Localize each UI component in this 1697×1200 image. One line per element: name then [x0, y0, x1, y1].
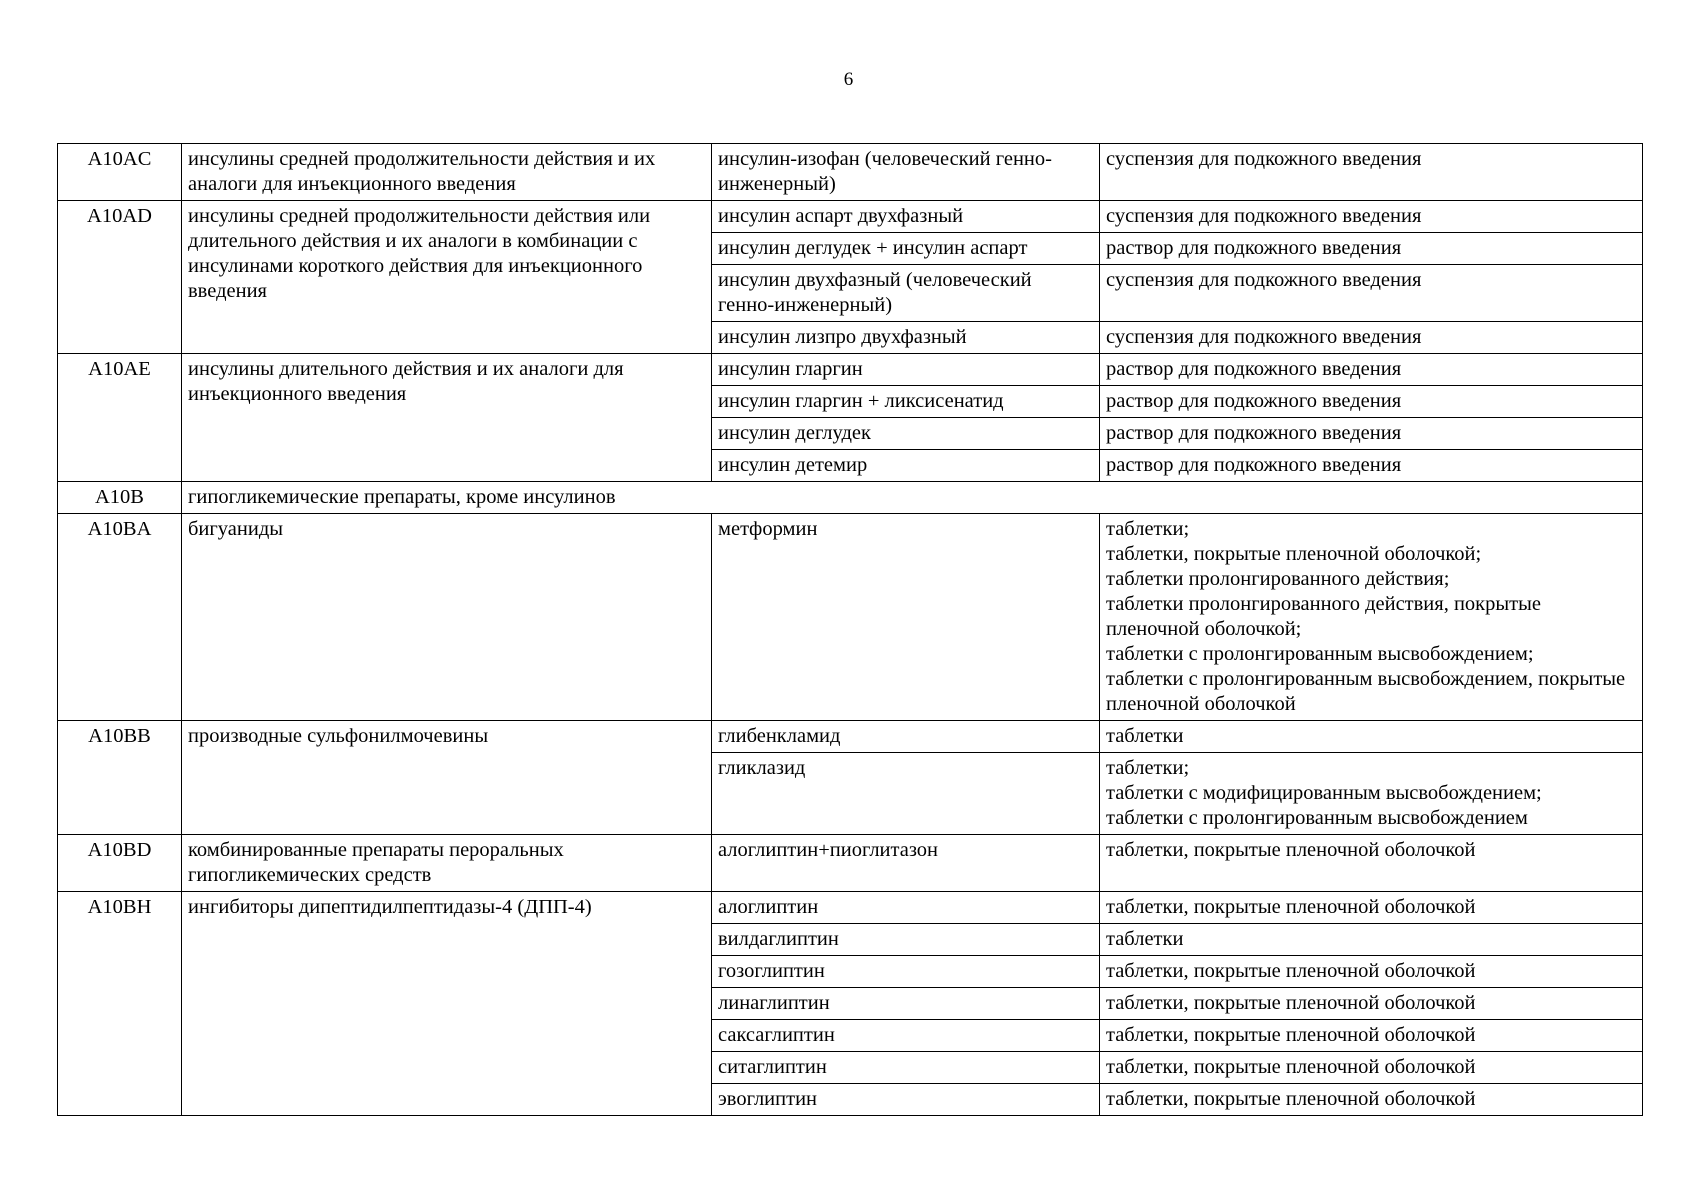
- dosage-form-cell: [1100, 892, 1643, 924]
- dosage-form-line: таблетки, покрытые пленочной оболочкой;: [1106, 543, 1482, 565]
- dosage-form-line: таблетки с пролонгированным высвобождением, покрытые пленочной оболочкой: [1106, 668, 1626, 715]
- drug-name-cell: саксаглиптин: [712, 1020, 1100, 1052]
- dosage-form-line: таблетки, покрытые пленочной оболочкой: [1106, 992, 1476, 1014]
- table-row: [58, 482, 1643, 514]
- dosage-form-line: суспензия для подкожного введения: [1106, 326, 1422, 348]
- dosage-form-line: таблетки, покрытые пленочной оболочкой: [1106, 839, 1476, 861]
- drug-name-cell: инсулин гларгин: [712, 354, 1100, 386]
- dosage-form-line: раствор для подкожного введения: [1106, 237, 1402, 259]
- dosage-form-line: суспензия для подкожного введения: [1106, 269, 1422, 291]
- dosage-form-cell: [1100, 450, 1643, 482]
- drug-name-cell: инсулин деглудек + инсулин аспарт: [712, 233, 1100, 265]
- dosage-form-line: таблетки, покрытые пленочной оболочкой: [1106, 1056, 1476, 1078]
- dosage-form-cell: [1100, 835, 1643, 892]
- dosage-form-cell: [1100, 514, 1643, 721]
- dosage-form-line: таблетки, покрытые пленочной оболочкой: [1106, 896, 1476, 918]
- dosage-form-cell: [1100, 1020, 1643, 1052]
- dosage-form-cell: [1100, 418, 1643, 450]
- dosage-form-line: таблетки с пролонгированным высвобождением;: [1106, 643, 1534, 665]
- dosage-form-line: таблетки: [1106, 725, 1184, 747]
- drug-table: [57, 143, 1643, 1116]
- dosage-form-line: раствор для подкожного введения: [1106, 358, 1402, 380]
- table-row: [58, 201, 1643, 233]
- dosage-form-cell: [1100, 1084, 1643, 1116]
- drug-name-cell: алоглиптин+пиоглитазон: [712, 835, 1100, 892]
- dosage-form-line: таблетки;: [1106, 757, 1190, 779]
- dosage-form-cell: [1100, 354, 1643, 386]
- dosage-form-line: таблетки с пролонгированным высвобождением: [1106, 807, 1528, 829]
- anatomical-therapeutic-group-cell: комбинированные препараты пероральных гипогликемических средств: [182, 835, 712, 892]
- table-row: [58, 721, 1643, 753]
- atc-code-cell: A10BH: [58, 892, 182, 1116]
- dosage-form-line: таблетки: [1106, 928, 1184, 950]
- dosage-form-cell: [1100, 1052, 1643, 1084]
- table-row: [58, 514, 1643, 721]
- drug-name-cell: эвоглиптин: [712, 1084, 1100, 1116]
- drug-name-cell: инсулин аспарт двухфазный: [712, 201, 1100, 233]
- atc-code-cell: A10BB: [58, 721, 182, 835]
- atc-code-cell: A10AD: [58, 201, 182, 354]
- dosage-form-line: таблетки, покрытые пленочной оболочкой: [1106, 960, 1476, 982]
- dosage-form-line: таблетки пролонгированного действия;: [1106, 568, 1450, 590]
- anatomical-therapeutic-group-cell: гипогликемические препараты, кроме инсулинов: [182, 482, 1643, 514]
- table-row: [58, 354, 1643, 386]
- drug-name-cell: глибенкламид: [712, 721, 1100, 753]
- dosage-form-cell: [1100, 201, 1643, 233]
- anatomical-therapeutic-group-cell: инсулины средней продолжительности действия и их аналоги для инъекционного введения: [182, 144, 712, 201]
- drug-name-cell: гликлазид: [712, 753, 1100, 835]
- drug-name-cell: ситаглиптин: [712, 1052, 1100, 1084]
- dosage-form-line: раствор для подкожного введения: [1106, 454, 1402, 476]
- dosage-form-line: таблетки;: [1106, 518, 1190, 540]
- table-row: [58, 144, 1643, 201]
- drug-name-cell: инсулин детемир: [712, 450, 1100, 482]
- dosage-form-line: таблетки, покрытые пленочной оболочкой: [1106, 1088, 1476, 1110]
- drug-name-cell: алоглиптин: [712, 892, 1100, 924]
- atc-code-cell: A10BA: [58, 514, 182, 721]
- drug-name-cell: гозоглиптин: [712, 956, 1100, 988]
- drug-name-cell: инсулин двухфазный (человеческий генно-инженерный): [712, 265, 1100, 322]
- dosage-form-line: таблетки, покрытые пленочной оболочкой: [1106, 1024, 1476, 1046]
- anatomical-therapeutic-group-cell: бигуаниды: [182, 514, 712, 721]
- anatomical-therapeutic-group-cell: ингибиторы дипептидилпептидазы-4 (ДПП-4): [182, 892, 712, 1116]
- dosage-form-line: таблетки с модифицированным высвобождением;: [1106, 782, 1542, 804]
- dosage-form-cell: [1100, 956, 1643, 988]
- dosage-form-cell: [1100, 233, 1643, 265]
- dosage-form-cell: [1100, 721, 1643, 753]
- dosage-form-cell: [1100, 386, 1643, 418]
- atc-code-cell: A10BD: [58, 835, 182, 892]
- dosage-form-line: раствор для подкожного введения: [1106, 390, 1402, 412]
- dosage-form-cell: [1100, 265, 1643, 322]
- dosage-form-line: раствор для подкожного введения: [1106, 422, 1402, 444]
- drug-name-cell: инсулин-изофан (человеческий генно-инженерный): [712, 144, 1100, 201]
- anatomical-therapeutic-group-cell: инсулины средней продолжительности действия или длительного действия и их аналоги в комбинации с инсулинами короткого действия для инъекционного введения: [182, 201, 712, 354]
- atc-code-cell: A10AE: [58, 354, 182, 482]
- atc-code-cell: A10B: [58, 482, 182, 514]
- dosage-form-line: таблетки пролонгированного действия, покрытые пленочной оболочкой;: [1106, 593, 1541, 640]
- dosage-form-cell: [1100, 144, 1643, 201]
- anatomical-therapeutic-group-cell: производные сульфонилмочевины: [182, 721, 712, 835]
- dosage-form-cell: [1100, 753, 1643, 835]
- drug-name-cell: инсулин лизпро двухфазный: [712, 322, 1100, 354]
- dosage-form-line: суспензия для подкожного введения: [1106, 148, 1422, 170]
- dosage-form-cell: [1100, 322, 1643, 354]
- drug-name-cell: метформин: [712, 514, 1100, 721]
- table-row: [58, 892, 1643, 924]
- drug-name-cell: инсулин гларгин + ликсисенатид: [712, 386, 1100, 418]
- dosage-form-cell: [1100, 924, 1643, 956]
- atc-code-cell: A10AC: [58, 144, 182, 201]
- table-row: [58, 835, 1643, 892]
- anatomical-therapeutic-group-cell: инсулины длительного действия и их аналоги для инъекционного введения: [182, 354, 712, 482]
- drug-table-body: [58, 144, 1643, 1116]
- drug-name-cell: линаглиптин: [712, 988, 1100, 1020]
- page-number: 6: [843, 69, 854, 90]
- drug-name-cell: инсулин деглудек: [712, 418, 1100, 450]
- drug-name-cell: вилдаглиптин: [712, 924, 1100, 956]
- dosage-form-line: суспензия для подкожного введения: [1106, 205, 1422, 227]
- dosage-form-cell: [1100, 988, 1643, 1020]
